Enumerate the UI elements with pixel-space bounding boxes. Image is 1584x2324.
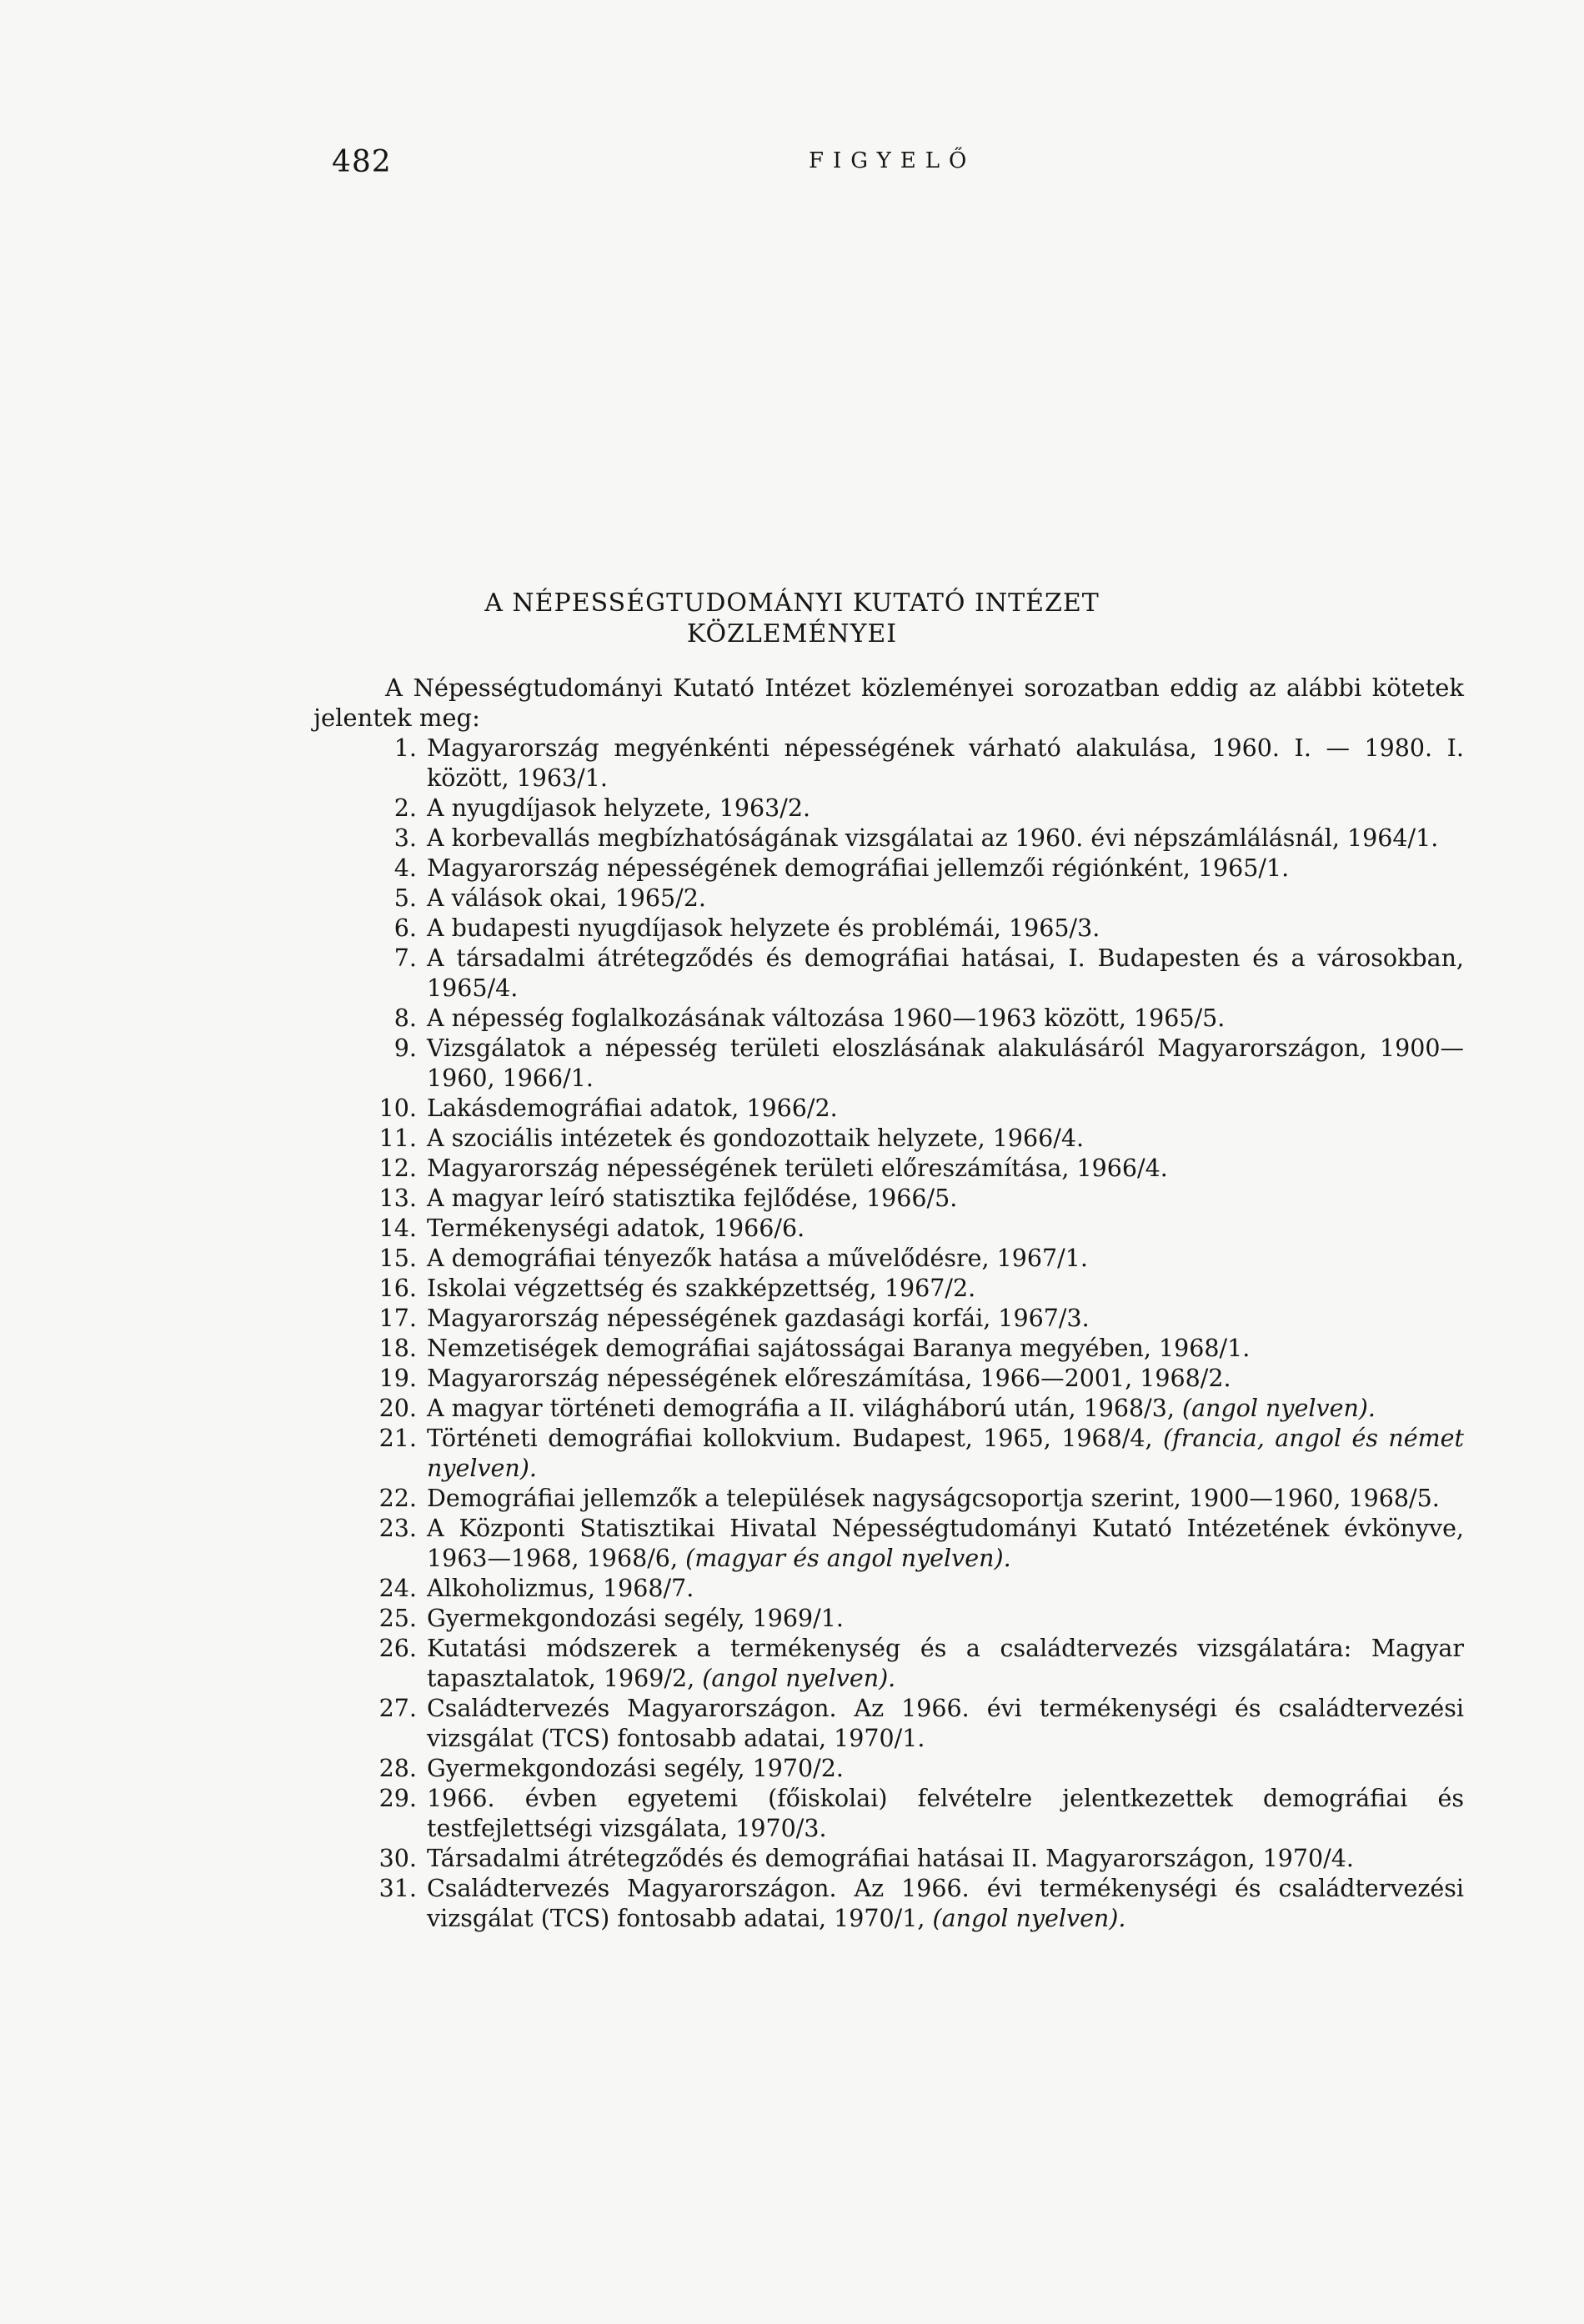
item-text: A budapesti nyugdíjasok helyzete és problémái, 1965/3. xyxy=(427,914,1100,942)
item-language-note: (angol nyelven). xyxy=(1182,1395,1376,1422)
item-number: 16. xyxy=(378,1275,417,1302)
item-number: 1. xyxy=(393,734,417,762)
item-number: 30. xyxy=(378,1845,417,1872)
list-item xyxy=(313,1004,1464,1034)
item-text: Termékenységi adatok, 1966/6. xyxy=(427,1215,805,1242)
item-number: 25. xyxy=(378,1605,417,1632)
item-text: A válások okai, 1965/2. xyxy=(427,884,706,912)
running-title: FIGYELŐ xyxy=(809,148,976,173)
item-text: Vizsgálatok a népesség területi eloszlásának alakulásáról Magyarországon, 1900—1960, 1966/1. xyxy=(427,1034,1464,1092)
list-item xyxy=(313,1034,1464,1094)
item-number: 7. xyxy=(393,944,417,972)
item-text: 1966. évben egyetemi (főiskolai) felvételre jelentkezettek demográfiai és testfejlettségi vizsgálata, 1970/3. xyxy=(427,1785,1464,1842)
list-item xyxy=(313,1514,1464,1574)
list-item xyxy=(313,1604,1464,1634)
list-item xyxy=(313,1214,1464,1244)
item-number: 6. xyxy=(393,914,417,942)
list-item xyxy=(313,1364,1464,1394)
item-number: 12. xyxy=(378,1154,417,1182)
item-number: 31. xyxy=(378,1875,417,1902)
list-item xyxy=(313,1484,1464,1514)
item-text: Magyarország népességének gazdasági korfái, 1967/3. xyxy=(427,1305,1090,1332)
section-title-line-2: KÖZLEMÉNYEI xyxy=(686,619,898,649)
item-text: Alkoholizmus, 1968/7. xyxy=(427,1575,694,1602)
list-item xyxy=(313,914,1464,944)
item-number: 2. xyxy=(393,794,417,822)
item-text: A szociális intézetek és gondozottaik helyzete, 1966/4. xyxy=(427,1124,1085,1152)
item-number: 26. xyxy=(378,1635,417,1662)
item-text: A korbevallás megbízhatóságának vizsgálatai az 1960. évi népszámlálásnál, 1964/1. xyxy=(427,824,1439,852)
item-text: A magyar történeti demográfia a II. világháború után, 1968/3, xyxy=(427,1395,1175,1422)
item-number: 28. xyxy=(378,1755,417,1782)
item-number: 15. xyxy=(378,1245,417,1272)
item-text: Családtervezés Magyarországon. Az 1966. évi termékenységi és családtervezési vizsgálat (TCS) fontosabb adatai, 1970/1. xyxy=(427,1695,1464,1752)
list-item xyxy=(313,1574,1464,1604)
item-number: 27. xyxy=(378,1695,417,1722)
item-text: Magyarország népességének előreszámítása, 1966—2001, 1968/2. xyxy=(427,1365,1231,1392)
list-item xyxy=(313,1844,1464,1874)
item-language-note: (angol nyelven). xyxy=(932,1905,1126,1932)
item-text: Magyarország népességének területi előreszámítása, 1966/4. xyxy=(427,1154,1168,1182)
list-item xyxy=(313,1634,1464,1694)
list-item xyxy=(313,1154,1464,1184)
item-number: 22. xyxy=(378,1485,417,1512)
item-number: 9. xyxy=(393,1034,417,1062)
page-header xyxy=(0,145,1584,187)
list-item xyxy=(313,1694,1464,1754)
list-item xyxy=(313,1184,1464,1214)
list-item xyxy=(313,1304,1464,1334)
section-title-line-1: A NÉPESSÉGTUDOMÁNYI KUTATÓ INTÉZET xyxy=(484,589,1100,618)
item-number: 18. xyxy=(378,1335,417,1362)
item-text: A népesség foglalkozásának változása 1960—1963 között, 1965/5. xyxy=(427,1004,1226,1032)
item-number: 19. xyxy=(378,1365,417,1392)
item-number: 5. xyxy=(393,884,417,912)
list-item xyxy=(313,1244,1464,1274)
item-number: 3. xyxy=(393,824,417,852)
item-number: 29. xyxy=(378,1785,417,1812)
item-language-note: (francia, angol és német nyelven). xyxy=(427,1425,1464,1482)
item-number: 11. xyxy=(378,1124,417,1152)
list-item xyxy=(313,884,1464,914)
page-number: 482 xyxy=(332,145,392,179)
list-item xyxy=(313,1274,1464,1304)
item-text: Lakásdemográfiai adatok, 1966/2. xyxy=(427,1094,838,1122)
publication-list xyxy=(313,734,1464,1934)
list-item xyxy=(313,1424,1464,1484)
list-item xyxy=(313,854,1464,884)
list-item xyxy=(313,1784,1464,1844)
item-text: Társadalmi átrétegződés és demográfiai hatásai II. Magyarországon, 1970/4. xyxy=(427,1845,1354,1872)
list-item xyxy=(313,794,1464,824)
list-item xyxy=(313,1094,1464,1124)
item-text: A demográfiai tényezők hatása a művelődésre, 1967/1. xyxy=(427,1245,1088,1272)
item-text: A Központi Statisztikai Hivatal Népességtudományi Kutató Intézetének évkönyve, 1963—1968, 1968/6, xyxy=(427,1515,1464,1572)
item-text: Történeti demográfiai kollokvium. Budapest, 1965, 1968/4, xyxy=(427,1425,1153,1452)
item-text: Gyermekgondozási segély, 1970/2. xyxy=(427,1755,844,1782)
item-text: Kutatási módszerek a termékenység és a családtervezés vizsgálatára: Magyar tapasztalatok, 1969/2, xyxy=(427,1635,1464,1692)
item-number: 17. xyxy=(378,1305,417,1332)
list-item xyxy=(313,1124,1464,1154)
item-number: 13. xyxy=(378,1185,417,1212)
item-text: Gyermekgondozási segély, 1969/1. xyxy=(427,1605,844,1632)
item-text: A nyugdíjasok helyzete, 1963/2. xyxy=(427,794,811,822)
item-text: Magyarország megyénkénti népességének várható alakulása, 1960. I. — 1980. I. között, 1963/1. xyxy=(427,734,1464,792)
list-item xyxy=(313,1874,1464,1934)
item-number: 10. xyxy=(378,1094,417,1122)
item-number: 14. xyxy=(378,1215,417,1242)
list-item xyxy=(313,1754,1464,1784)
intro-text: A Népességtudományi Kutató Intézet közleményei sorozatban eddig az alábbi kötetek jelentek meg: xyxy=(313,674,1464,732)
item-language-note: (magyar és angol nyelven). xyxy=(685,1545,1011,1572)
item-text: Családtervezés Magyarországon. Az 1966. évi termékenységi és családtervezési vizsgálat (TCS) fontosabb adatai, 1970/1, xyxy=(427,1875,1464,1932)
intro-paragraph xyxy=(313,673,1464,733)
item-text: Nemzetiségek demográfiai sajátosságai Baranya megyében, 1968/1. xyxy=(427,1335,1251,1362)
list-item xyxy=(313,734,1464,794)
item-number: 24. xyxy=(378,1575,417,1602)
item-text: Demográfiai jellemzők a települések nagyságcsoportja szerint, 1900—1960, 1968/5. xyxy=(427,1485,1440,1512)
section-title xyxy=(0,588,1584,649)
item-text: A társadalmi átrétegződés és demográfiai hatásai, I. Budapesten és a városokban, 1965/4. xyxy=(427,944,1464,1002)
list-item xyxy=(313,824,1464,854)
list-item xyxy=(313,1334,1464,1364)
list-item xyxy=(313,944,1464,1004)
item-number: 8. xyxy=(393,1004,417,1032)
item-number: 4. xyxy=(393,854,417,882)
item-number: 23. xyxy=(378,1515,417,1542)
item-text: Magyarország népességének demográfiai jellemzői régiónként, 1965/1. xyxy=(427,854,1290,882)
item-text: A magyar leíró statisztika fejlődése, 1966/5. xyxy=(427,1185,958,1212)
item-number: 20. xyxy=(378,1395,417,1422)
item-number: 21. xyxy=(378,1425,417,1452)
item-text: Iskolai végzettség és szakképzettség, 1967/2. xyxy=(427,1275,976,1302)
list-item xyxy=(313,1394,1464,1424)
item-language-note: (angol nyelven). xyxy=(702,1665,896,1692)
